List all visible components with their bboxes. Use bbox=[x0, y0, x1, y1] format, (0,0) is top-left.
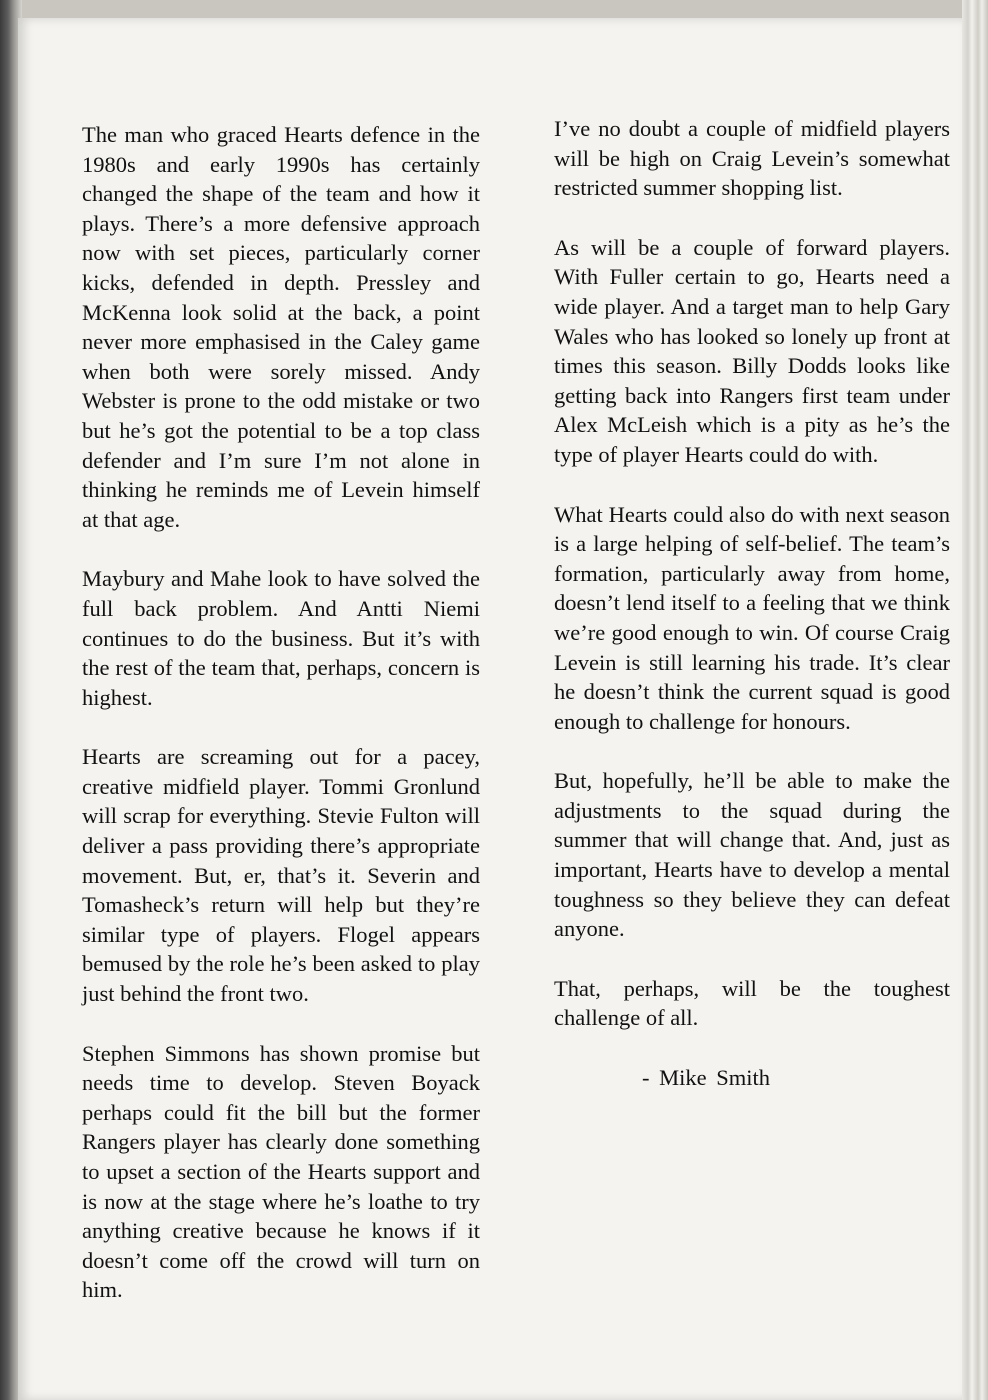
article-paragraph: Stephen Simmons has shown promise but needs time to develop. Steven Boyack perhaps could fit the bill but the former Rangers player has clearly done something to upset a section of the Hearts support and is now at the stage where he’s loathe to try anything creative because he knows if it doesn’t come off the crowd will turn on him. bbox=[82, 1040, 480, 1303]
author-signature: - Mike Smith bbox=[642, 1065, 771, 1091]
article-paragraph: Hearts are screaming out for a pacey, creative midfield player. Tommi Gronlund will scrap for everything. Stevie Fulton will deliver a pass providing there’s appropriate movement. But, er, that’s it. Severin and Tomasheck’s return will help but they’re similar type of players. Flogel appears bemused by the role he’s been asked to play just behind the front two. bbox=[82, 744, 480, 1007]
article-paragraph: I’ve no doubt a couple of midfield players will be high on Craig Levein’s somewhat restricted summer shopping list. bbox=[554, 116, 950, 201]
left-text-column bbox=[82, 120, 480, 1335]
magazine-page bbox=[18, 18, 962, 1400]
page-stack-edge bbox=[962, 0, 988, 1400]
article-paragraph: The man who graced Hearts defence in the 1980s and early 1990s has certainly changed the shape of the team and how it plays. There’s a more defensive approach now with set pieces, particularly corner kicks, defended in depth. Pressley and McKenna look solid at the back, a point never more emphasised in the Caley game when both were sorely missed. Andy Webster is prone to the odd mistake or two but he’s got the potential to be a top class defender and I’m sure I’m not alone in thinking he reminds me of Levein himself at that age. bbox=[82, 122, 480, 532]
right-text-column bbox=[554, 114, 950, 1093]
article-paragraph: But, hopefully, he’ll be able to make the adjustments to the squad during the summer that will change that. And, just as important, Hearts have to develop a mental toughness so they believe they can defeat anyone. bbox=[554, 768, 950, 942]
article-paragraph: As will be a couple of forward players. With Fuller certain to go, Hearts need a wide player. And a target man to help Gary Wales who has looked so lonely up front at times this season. Billy Dodds looks like getting back into Rangers first team under Alex McLeish which is a pity as he’s the type of player Hearts could do with. bbox=[554, 234, 950, 467]
article-paragraph: That, perhaps, will be the toughest challenge of all. bbox=[554, 975, 950, 1031]
article-paragraph: What Hearts could also do with next season is a large helping of self-belief. The team’s formation, particularly away from home, doesn’t lend itself to a feeling that we think we’re good enough to win. Of course Craig Levein is still learning his trade. It’s clear he doesn’t think the current squad is good enough to challenge for honours. bbox=[554, 501, 950, 734]
article-paragraph: Maybury and Mahe look to have solved the full back problem. And Antti Niemi continues to do the business. But it’s with the rest of the team that, perhaps, concern is highest. bbox=[82, 566, 480, 710]
